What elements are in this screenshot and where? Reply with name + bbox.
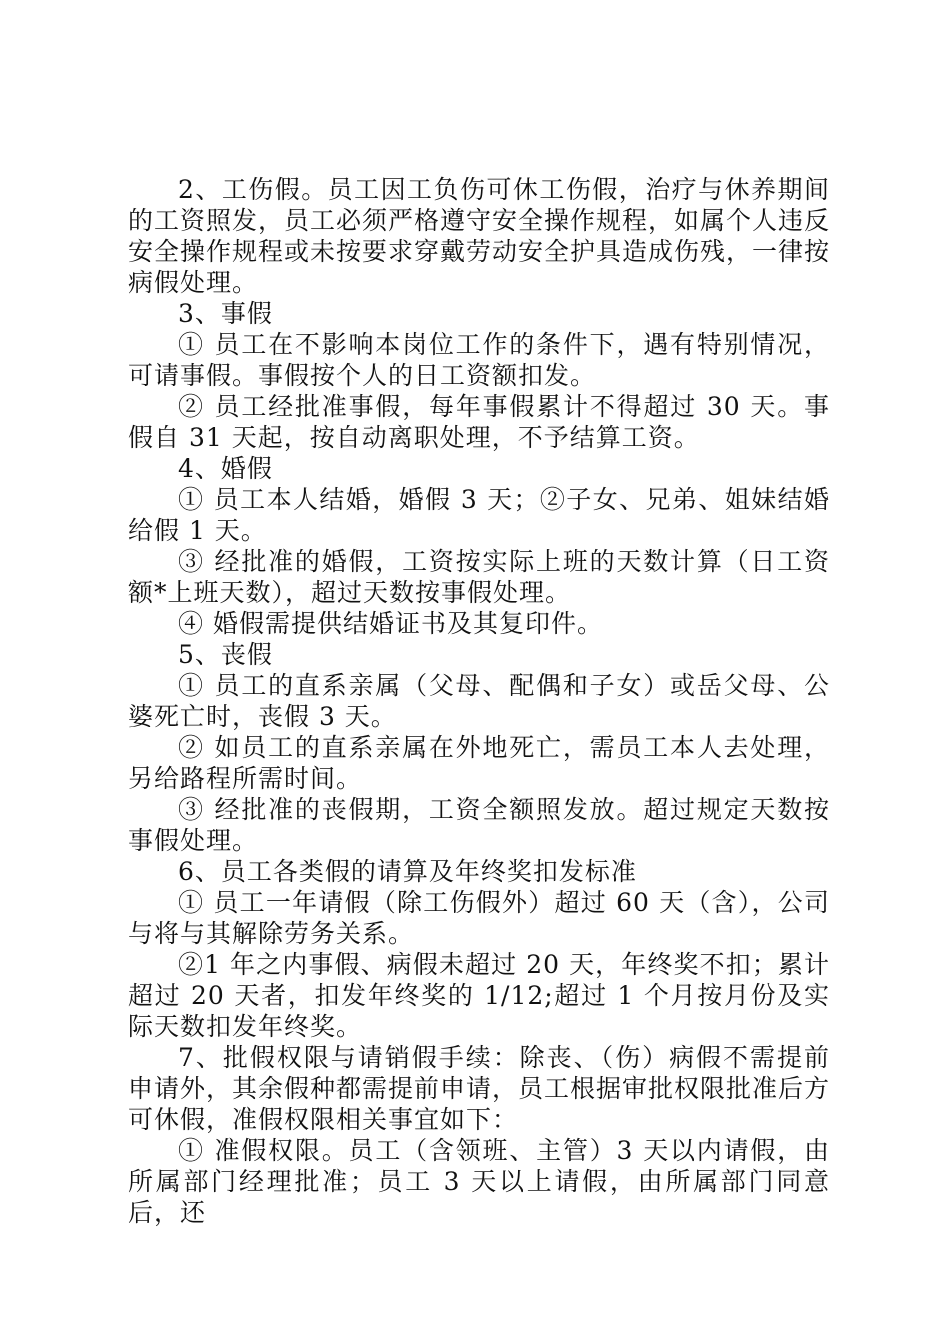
- paragraph-work-injury-leave: 2、工伤假。员工因工负伤可休工伤假，治疗与休养期间的工资照发，员工必须严格遵守安全操作规程，如属个人违反安全操作规程或未按要求穿戴劳动安全护具造成伤残，一律按病假处理。: [128, 175, 831, 297]
- paragraph-approval-authority-1: ① 准假权限。员工（含领班、主管）3 天以内请假，由所属部门经理批准；员工 3 天以上请假，由所属部门同意后，还: [128, 1136, 830, 1227]
- heading-personal-leave: 3、事假: [178, 299, 273, 328]
- paragraph-bereavement-leave-1: ① 员工的直系亲属（父母、配偶和子女）或岳父母、公婆死亡时，丧假 3 天。: [128, 671, 830, 731]
- heading-leave-calculation: 6、员工各类假的请算及年终奖扣发标准: [178, 857, 637, 886]
- paragraph-bereavement-leave-3: ③ 经批准的丧假期，工资全额照发放。超过规定天数按事假处理。: [128, 795, 830, 855]
- paragraph-leave-calculation-2: ②1 年之内事假、病假未超过 20 天，年终奖不扣；累计超过 20 天者，扣发年终奖的 1/12;超过 1 个月按月份及实际天数扣发年终奖。: [128, 950, 830, 1041]
- paragraph-bereavement-leave-2: ② 如员工的直系亲属在外地死亡，需员工本人去处理，另给路程所需时间。: [128, 733, 830, 793]
- paragraph-personal-leave-2: ② 员工经批准事假，每年事假累计不得超过 30 天。事假自 31 天起，按自动离职处理，不予结算工资。: [128, 392, 830, 452]
- heading-marriage-leave: 4、婚假: [178, 454, 273, 483]
- paragraph-approval-authority: 7、批假权限与请销假手续：除丧、（伤）病假不需提前申请外，其余假种都需提前申请，员工根据审批权限批准后方可休假，准假权限相关事宜如下：: [128, 1043, 831, 1134]
- paragraph-personal-leave-1: ① 员工在不影响本岗位工作的条件下，遇有特别情况，可请事假。事假按个人的日工资额扣发。: [128, 330, 830, 390]
- paragraph-marriage-leave-3: ③ 经批准的婚假，工资按实际上班的天数计算（日工资额*上班天数），超过天数按事假处理。: [128, 547, 830, 607]
- document-body: [128, 174, 830, 1228]
- heading-bereavement-leave: 5、丧假: [178, 640, 273, 669]
- paragraph-marriage-leave-4: ④ 婚假需提供结婚证书及其复印件。: [178, 609, 603, 638]
- paragraph-leave-calculation-1: ① 员工一年请假（除工伤假外）超过 60 天（含），公司与将与其解除劳务关系。: [128, 888, 830, 948]
- paragraph-marriage-leave-1: ① 员工本人结婚，婚假 3 天；②子女、兄弟、姐妹结婚给假 1 天。: [128, 485, 830, 545]
